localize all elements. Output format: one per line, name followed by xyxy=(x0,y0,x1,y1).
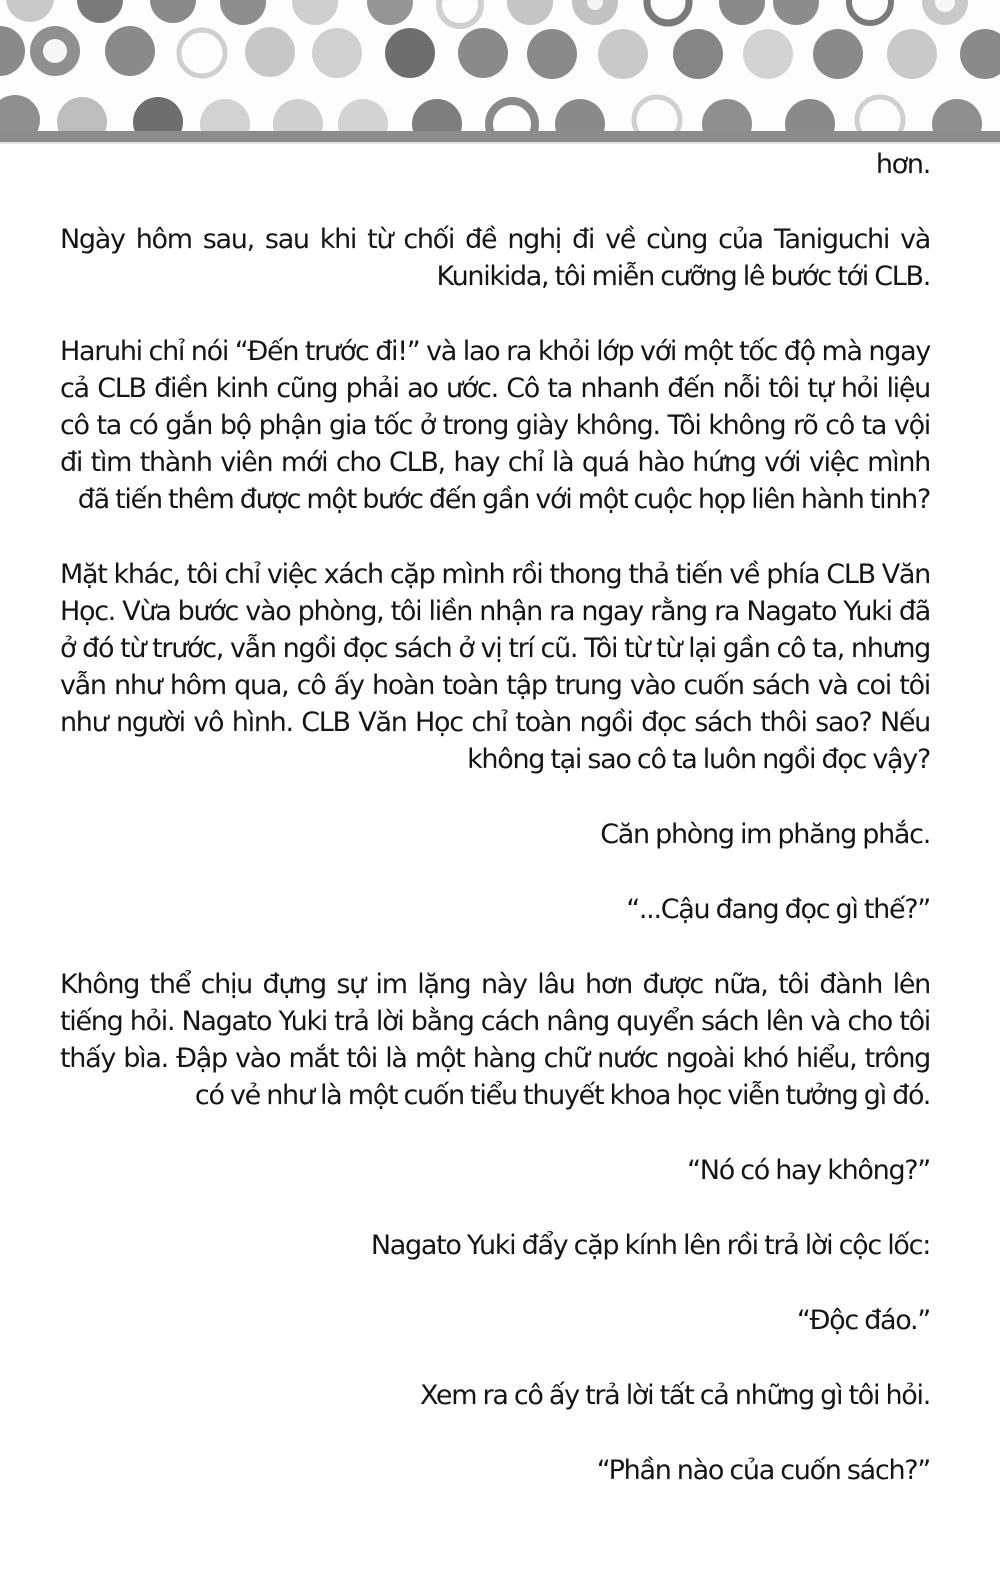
circle-row-middle xyxy=(0,26,1000,79)
paragraph: Không thể chịu đựng sự im lặng này lâu hơn được nữa, tôi đành lên tiếng hỏi. Nagato Yuki trả lời bằng cách nâng quyển sách lên và cho tôi thấy bìa. Đập vào mắt tôi là một hàng chữ nước ngoài khó hiểu, trông có vẻ như là một cuốn tiểu thuyết khoa học viễn tưởng gì đó. xyxy=(60,969,930,1111)
paragraph: Ngày hôm sau, sau khi từ chối đề nghị đi về cùng của Taniguchi và Kunikida, tôi miễn cưỡng lê bước tới CLB. xyxy=(60,224,930,292)
polka-dot-pattern-icon xyxy=(0,0,1000,131)
paragraph: Xem ra cô ấy trả lời tất cả những gì tôi hỏi. xyxy=(419,1380,930,1411)
paragraph: Mặt khác, tôi chỉ việc xách cặp mình rồi thong thả tiến về phía CLB Văn Học. Vừa bước vào phòng, tôi liền nhận ra ngay rằng ra Nagato Yuki đã ở đó từ trước, vẫn ngồi đọc sách ở vị trí cũ. Tôi từ từ lại gần cô ta, nhưng vẫn như hôm qua, cô ấy hoàn toàn tập trung vào cuốn sách và coi tôi như người vô hình. CLB Văn Học chỉ toàn ngồi đọc sách thôi sao? Nếu không tại sao cô ta luôn ngồi đọc vậy? xyxy=(60,559,930,775)
dialogue-line: “Nó có hay không?” xyxy=(687,1155,930,1186)
circle-row-bottom xyxy=(0,95,982,131)
paragraph: Haruhi chỉ nói “Đến trước đi!” và lao ra khỏi lớp với một tốc độ mà ngay cả CLB điền kinh cũng phải ao ước. Cô ta nhanh đến nỗi tôi tự hỏi liệu cô ta có gắn bộ phận gia tốc ở trong giày không. Tôi không rõ cô ta vội đi tìm thành viên mới cho CLB, hay chỉ là quá hào hứng với việc mình đã tiến thêm được một bước đến gần với một cuộc họp liên hành tinh? xyxy=(60,336,930,515)
header-divider-shadow xyxy=(0,142,1000,144)
dialogue-line: “Phần nào của cuốn sách?” xyxy=(596,1455,930,1486)
page-body xyxy=(60,146,930,1527)
decorative-header-pattern xyxy=(0,0,1000,131)
dialogue-line: “Độc đáo.” xyxy=(796,1305,930,1336)
paragraph-continuation: hơn. xyxy=(875,149,930,180)
paragraph: Nagato Yuki đẩy cặp kính lên rồi trả lời cộc lốc: xyxy=(370,1230,930,1261)
dialogue-line: “...Cậu đang đọc gì thế?” xyxy=(626,894,930,925)
paragraph: Căn phòng im phăng phắc. xyxy=(600,819,930,850)
header-divider-bar xyxy=(0,131,1000,142)
circle-row-top xyxy=(6,0,968,26)
